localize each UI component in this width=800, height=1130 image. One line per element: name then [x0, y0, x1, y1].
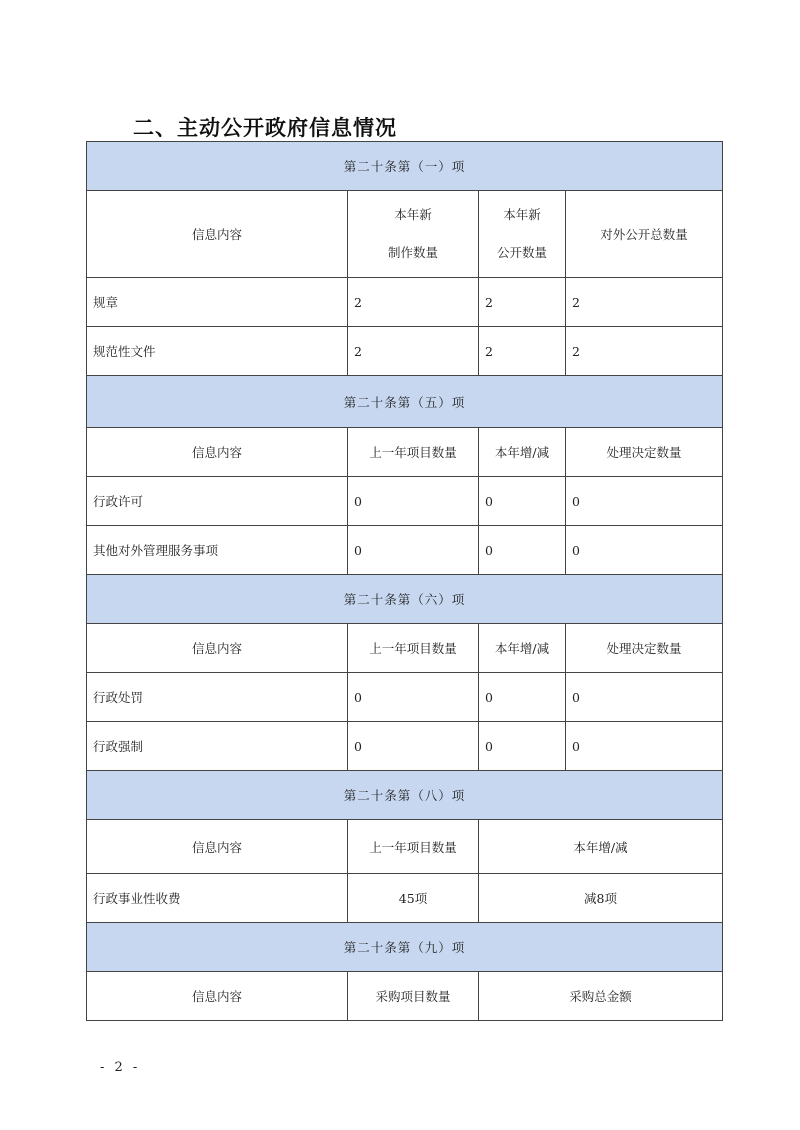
column-header-row [87, 972, 723, 1021]
cell-value: 0 [479, 722, 566, 771]
column-header: 信息内容 [87, 820, 348, 874]
column-header: 本年增/减 [479, 428, 566, 477]
section-header [87, 142, 723, 191]
cell-value: 2 [566, 327, 723, 376]
column-header-line: 本年新 [394, 207, 432, 222]
row-label: 规章 [87, 278, 348, 327]
table-row [87, 526, 723, 575]
row-label: 规范性文件 [87, 327, 348, 376]
cell-value: 0 [348, 526, 479, 575]
cell-value: 2 [348, 278, 479, 327]
column-header: 上一年项目数量 [348, 624, 479, 673]
row-label: 行政强制 [87, 722, 348, 771]
section-heading: 第二十条第（八）项 [87, 771, 723, 820]
column-header: 信息内容 [87, 624, 348, 673]
cell-value: 0 [479, 673, 566, 722]
section-header [87, 575, 723, 624]
cell-value: 2 [348, 327, 479, 376]
column-header: 对外公开总数量 [566, 191, 723, 278]
section-header [87, 923, 723, 972]
disclosure-table [86, 141, 723, 1021]
table-row [87, 327, 723, 376]
column-header-line: 本年新 [503, 207, 541, 222]
row-label: 行政事业性收费 [87, 874, 348, 923]
cell-value: 0 [566, 477, 723, 526]
page-title: 二、主动公开政府信息情况 [133, 116, 397, 140]
column-header-row [87, 191, 723, 278]
column-header [348, 191, 479, 278]
cell-value: 0 [479, 477, 566, 526]
column-header-line: 制作数量 [387, 245, 438, 260]
cell-value: 0 [348, 477, 479, 526]
section-heading: 第二十条第（六）项 [87, 575, 723, 624]
column-header [479, 191, 566, 278]
cell-value: 2 [566, 278, 723, 327]
cell-value: 0 [348, 722, 479, 771]
row-label: 其他对外管理服务事项 [87, 526, 348, 575]
table-row [87, 477, 723, 526]
section-heading: 第二十条第（五）项 [87, 376, 723, 428]
section-heading: 第二十条第（一）项 [87, 142, 723, 191]
column-header: 信息内容 [87, 191, 348, 278]
cell-value: 0 [566, 673, 723, 722]
page-number: - 2 - [100, 1060, 141, 1075]
table-row [87, 874, 723, 923]
table-row [87, 673, 723, 722]
column-header: 采购总金额 [479, 972, 723, 1021]
column-header: 本年增/减 [479, 820, 723, 874]
section-heading: 第二十条第（九）项 [87, 923, 723, 972]
cell-value: 0 [479, 526, 566, 575]
cell-value: 0 [566, 722, 723, 771]
column-header: 信息内容 [87, 428, 348, 477]
cell-value: 2 [479, 278, 566, 327]
column-header: 采购项目数量 [348, 972, 479, 1021]
table-row [87, 278, 723, 327]
column-header: 处理决定数量 [566, 428, 723, 477]
section-header [87, 771, 723, 820]
row-label: 行政处罚 [87, 673, 348, 722]
column-header: 上一年项目数量 [348, 428, 479, 477]
row-label: 行政许可 [87, 477, 348, 526]
column-header: 上一年项目数量 [348, 820, 479, 874]
column-header-row [87, 624, 723, 673]
column-header: 处理决定数量 [566, 624, 723, 673]
column-header: 本年增/减 [479, 624, 566, 673]
column-header: 信息内容 [87, 972, 348, 1021]
cell-value: 减8项 [479, 874, 723, 923]
column-header-line: 公开数量 [496, 245, 547, 260]
section-header [87, 376, 723, 428]
column-header-row [87, 820, 723, 874]
column-header-row [87, 428, 723, 477]
cell-value: 2 [479, 327, 566, 376]
cell-value: 0 [348, 673, 479, 722]
cell-value: 0 [566, 526, 723, 575]
cell-value: 45项 [348, 874, 479, 923]
table-row [87, 722, 723, 771]
